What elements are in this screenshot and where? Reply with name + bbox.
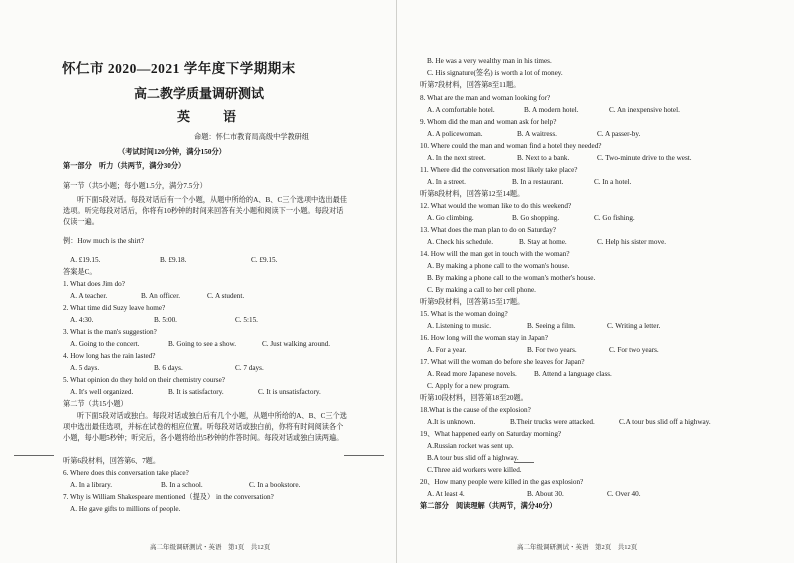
- q9-option-c: C. A passer-by.: [597, 130, 641, 138]
- q17-option-b: B. Attend a language class.: [534, 370, 612, 378]
- q18-option-c: C.A tour bus slid off a highway.: [619, 418, 711, 426]
- q4-option-b: B. 6 days.: [154, 364, 183, 372]
- question-5: 5. What opinion do they hold on their chemistry course?: [63, 376, 225, 384]
- q6-option-a: A. In a library.: [70, 481, 113, 489]
- example-answer: 答案是C。: [63, 268, 97, 276]
- q19-option-b: B.A tour bus slid off a highway.: [427, 454, 519, 462]
- q12-option-c: C. Go fishing.: [594, 214, 635, 222]
- listen-8-instruction: 听第8段材料，回答第12至14题。: [420, 190, 525, 198]
- q4-option-a: A. 5 days.: [70, 364, 100, 372]
- question-19: 19、What happened early on Saturday morning?: [420, 430, 562, 438]
- q19-option-a: A.Russian rocket was sent up.: [427, 442, 514, 450]
- q7-option-a: A. He gave gifts to millions of people.: [70, 505, 181, 513]
- q2-option-b: B. 5:00.: [154, 316, 177, 324]
- exam-subtitle: 高二教学质量调研测试: [134, 86, 265, 101]
- page-right: [397, 0, 794, 563]
- q17-option-a: A. Read more Japanese novels.: [427, 370, 517, 378]
- question-8: 8. What are the man and woman looking for?: [420, 94, 551, 102]
- q10-option-c: C. Two-minute drive to the west.: [597, 154, 692, 162]
- q19-option-c: C.Three aid workers were killed.: [427, 466, 522, 474]
- question-1: 1. What does Jim do?: [63, 280, 125, 288]
- q10-option-a: A. In the next street.: [427, 154, 486, 162]
- q5-option-b: B. It is satisfactory.: [168, 388, 224, 396]
- q13-option-a: A. Check his schedule.: [427, 238, 494, 246]
- example-option-a: A. £19.15.: [70, 256, 101, 264]
- section1-heading: 第一节（共5小题；每小题1.5分，满分7.5分）: [63, 182, 207, 190]
- question-9: 9. Whom did the man and woman ask for help?: [420, 118, 557, 126]
- question-14: 14. How will the man get in touch with the woman?: [420, 250, 570, 258]
- question-15: 15. What is the woman doing?: [420, 310, 508, 318]
- question-6: 6. Where does this conversation take place?: [63, 469, 189, 477]
- q16-option-b: B. For two years.: [527, 346, 577, 354]
- q11-option-c: C. In a hotel.: [594, 178, 632, 186]
- q15-option-c: C. Writing a letter.: [607, 322, 661, 330]
- q3-option-b: B. Going to see a show.: [168, 340, 237, 348]
- question-4: 4. How long has the rain lasted?: [63, 352, 156, 360]
- question-3: 3. What is the man's suggestion?: [63, 328, 157, 336]
- q8-option-b: B. A modern hotel.: [524, 106, 579, 114]
- q14-option-a: A. By making a phone call to the woman's house.: [427, 262, 570, 270]
- exam-info: （考试时间120分钟，满分150分）: [118, 148, 226, 156]
- part1-heading: 第一部分 听力（共两节，满分30分）: [63, 162, 186, 170]
- q12-option-a: A. Go climbing.: [427, 214, 474, 222]
- listen-7-instruction: 听第7段材料，回答第8至11题。: [420, 81, 521, 89]
- exam-author: 命题：怀仁市教育局高级中学教研组: [194, 133, 310, 141]
- q13-option-c: C. Help his sister move.: [597, 238, 667, 246]
- q18-option-b: B.Their trucks were attacked.: [510, 418, 595, 426]
- question-17: 17. What will the woman do before she leaves for Japan?: [420, 358, 585, 366]
- q5-option-c: C. It is unsatisfactory.: [258, 388, 321, 396]
- question-2: 2. What time did Suzy leave home?: [63, 304, 166, 312]
- q4-option-c: C. 7 days.: [235, 364, 264, 372]
- scan-mark-right: [344, 455, 384, 456]
- q11-option-b: B. In a restaurant.: [512, 178, 564, 186]
- q7-option-c: C. His signature(签名) is worth a lot of money.: [427, 69, 563, 77]
- listen-6-instruction: 听第6段材料，回答第6、7题。: [63, 457, 161, 465]
- q16-option-c: C. For two years.: [609, 346, 659, 354]
- section2-instructions: 听下面5段对话或独白。每段对话或独白后有几个小题，从题中所给的A、B、C三个选项中选出最佳选项，并标在试卷的相应位置。听每段对话或独白前，你将有时间阅读各个小题，每小题5秒钟；听完后，各小题将给出5秒钟的作答时间。每段对话或独白读两遍。: [63, 412, 347, 442]
- scan-mark-right-page: [514, 462, 534, 463]
- q17-option-c: C. Apply for a new program.: [427, 382, 510, 390]
- q6-option-b: B. In a school.: [161, 481, 203, 489]
- question-12: 12. What would the woman like to do this weekend?: [420, 202, 572, 210]
- q20-option-b: B. About 30.: [527, 490, 564, 498]
- question-18: 18.What is the cause of the explosion?: [420, 406, 531, 414]
- page-footer-right: 高二年级调研测试・英语 第2页 共12页: [517, 544, 638, 551]
- q8-option-c: C. An inexpensive hotel.: [609, 106, 680, 114]
- scan-mark-left: [14, 455, 54, 456]
- q10-option-b: B. Next to a bank.: [517, 154, 570, 162]
- q5-option-a: A. It's well organized.: [70, 388, 134, 396]
- q1-option-b: B. An officer.: [141, 292, 180, 300]
- q13-option-b: B. Stay at home.: [519, 238, 567, 246]
- exam-subject: 英 语: [177, 109, 247, 124]
- q18-option-a: A.It is unknown.: [427, 418, 476, 426]
- q15-option-b: B. Seeing a film.: [527, 322, 576, 330]
- q14-option-c: C. By making a call to her cell phone.: [427, 286, 536, 294]
- listen-10-instruction: 听第10段材料，回答第18至20题。: [420, 394, 528, 402]
- q2-option-a: A. 4:30.: [70, 316, 94, 324]
- q14-option-b: B. By making a phone call to the woman's mother's house.: [427, 274, 596, 282]
- q9-option-b: B. A waitress.: [517, 130, 557, 138]
- q15-option-a: A. Listening to music.: [427, 322, 492, 330]
- q3-option-c: C. Just walking around.: [262, 340, 331, 348]
- q11-option-a: A. In a street.: [427, 178, 466, 186]
- question-11: 11. Where did the conversation most likely take place?: [420, 166, 578, 174]
- example-option-c: C. £9.15.: [251, 256, 278, 264]
- section1-instructions: 听下面5段对话。每段对话后有一个小题，从题中所给的A、B、C三个选项中选出最佳选项。听完每段对话后，你将有10秒钟的时间来回答有关小题和阅读下一小题。每段对话仅读一遍。: [63, 196, 347, 226]
- question-13: 13. What does the man plan to do on Saturday?: [420, 226, 557, 234]
- q8-option-a: A. A comfortable hotel.: [427, 106, 495, 114]
- q1-option-c: C. A student.: [207, 292, 245, 300]
- listen-9-instruction: 听第9段材料，回答第15至17题。: [420, 298, 525, 306]
- q16-option-a: A. For a year.: [427, 346, 467, 354]
- question-20: 20、How many people were killed in the gas explosion?: [420, 478, 584, 486]
- q9-option-a: A. A policewoman.: [427, 130, 483, 138]
- example-option-b: B. £9.18.: [160, 256, 187, 264]
- q20-option-c: C. Over 40.: [607, 490, 641, 498]
- q1-option-a: A. A teacher.: [70, 292, 108, 300]
- q20-option-a: A. At least 4.: [427, 490, 465, 498]
- example-question: 例：How much is the shirt?: [63, 237, 145, 245]
- q2-option-c: C. 5:15.: [235, 316, 258, 324]
- question-10: 10. Where could the man and woman find a hotel they needed?: [420, 142, 602, 150]
- page-footer-left: 高二年级调研测试・英语 第1页 共12页: [150, 544, 271, 551]
- exam-title: 怀仁市 2020—2021 学年度下学期期末: [62, 61, 296, 76]
- question-7: 7. Why is William Shakespeare mentioned（提及） in the conversation?: [63, 493, 274, 501]
- q3-option-a: A. Going to the concert.: [70, 340, 140, 348]
- part2-heading: 第二部分 阅读理解（共两节，满分40分）: [420, 502, 557, 510]
- q6-option-c: C. In a bookstore.: [249, 481, 301, 489]
- q12-option-b: B. Go shopping.: [512, 214, 560, 222]
- q7-option-b: B. He was a very wealthy man in his times.: [427, 57, 552, 65]
- section2-heading: 第二节（共15小题）: [63, 400, 128, 408]
- question-16: 16. How long will the woman stay in Japan?: [420, 334, 548, 342]
